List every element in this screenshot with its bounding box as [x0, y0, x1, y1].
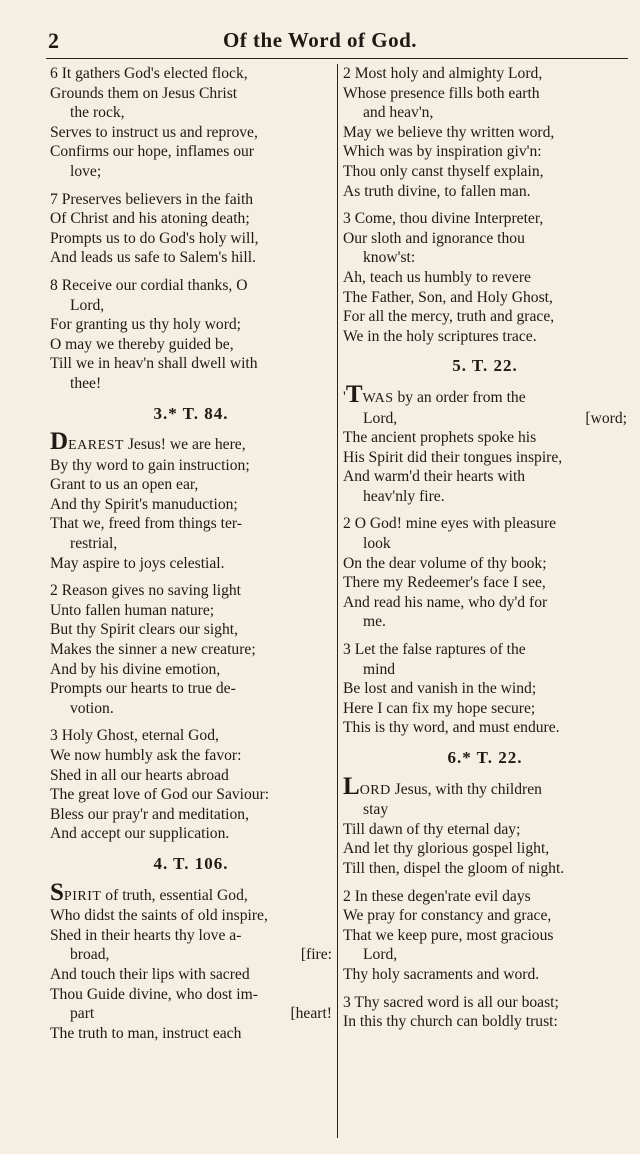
- verse: [50, 276, 332, 394]
- verse-line: 3 Holy Ghost, eternal God,: [50, 727, 219, 745]
- verse: [343, 380, 627, 507]
- verse-line: And let thy glorious gospel light,: [343, 840, 550, 858]
- verse-line: Unto fallen human nature;: [50, 601, 215, 619]
- verse-line: Till we in heav'n shall dwell with: [50, 355, 258, 373]
- right-column: [343, 64, 627, 1040]
- verse-line: We pray for constancy and grace,: [343, 907, 552, 925]
- verse-line: Bless our pray'r and meditation,: [50, 805, 249, 823]
- small-caps: WAS: [362, 390, 394, 406]
- hymn-heading: 3.* T. 84.: [153, 403, 229, 423]
- verse: [50, 64, 332, 182]
- verse-line: heav'nly fire.: [363, 487, 445, 505]
- verse-line: Whose presence fills both earth: [343, 84, 540, 102]
- column-divider: [337, 64, 338, 1138]
- verse-line: 3 Let the false raptures of the: [343, 641, 526, 659]
- verse-line: know'st:: [363, 249, 416, 267]
- hymn-heading: 5. T. 22.: [452, 356, 518, 376]
- verse-line: And accept our supplication.: [50, 825, 230, 843]
- verse-line: [343, 380, 627, 409]
- hymn-heading: 6.* T. 22.: [447, 748, 523, 767]
- verse-line: Till dawn of thy eternal day;: [343, 820, 521, 838]
- verse-line: Shed in all our hearts abroad: [50, 766, 229, 784]
- line-text: part: [70, 1005, 95, 1023]
- verse-line: In this thy church can boldly trust:: [343, 1013, 558, 1031]
- verse-line: As truth divine, to fallen man.: [343, 182, 531, 200]
- verse-line: That we keep pure, most gracious: [343, 926, 554, 944]
- turnover: [fire:: [300, 946, 332, 964]
- left-column: [50, 64, 332, 1051]
- verse-line: [50, 428, 332, 456]
- verse-line: the rock,: [70, 104, 125, 122]
- first-line-text: Jesus, with thy children: [390, 780, 542, 798]
- verse-line: 3 Come, thou divine Interpreter,: [343, 210, 544, 228]
- first-line-text: by an order from the: [393, 388, 526, 406]
- verse-line: The ancient prophets spoke his: [343, 429, 537, 447]
- drop-cap: D: [50, 428, 69, 456]
- verse-line: This is thy word, and must endure.: [343, 719, 560, 737]
- verse-line: 8 Receive our cordial thanks, O: [50, 276, 248, 294]
- verse-line: Prompts us to do God's holy will,: [50, 229, 259, 247]
- verse-line: Thy holy sacraments and word.: [343, 965, 540, 983]
- verse-line: Till then, dispel the gloom of night.: [343, 859, 565, 877]
- verse-line: thee!: [70, 374, 102, 392]
- verse-line: 3 Thy sacred word is all our boast;: [343, 993, 559, 1011]
- verse-line: We in the holy scriptures trace.: [343, 327, 537, 345]
- verse-line: restrial,: [70, 535, 118, 553]
- verse-line: But thy Spirit clears our sight,: [50, 621, 238, 639]
- verse-line: O may we thereby guided be,: [50, 335, 234, 353]
- verse: [343, 993, 627, 1032]
- verse-line: [50, 878, 332, 907]
- line-text: broad,: [70, 946, 110, 964]
- verse-line: Lord,: [70, 296, 105, 314]
- verse-line: The Father, Son, and Holy Ghost,: [343, 288, 553, 306]
- verse-line: stay: [363, 801, 389, 819]
- verse-line: Serves to instruct us and reprove,: [50, 123, 258, 141]
- verse-line: [343, 409, 627, 429]
- drop-cap: T: [345, 380, 363, 408]
- verse-line: That we, freed from things ter-: [50, 515, 242, 533]
- verse-line: Makes the sinner a new creature;: [50, 641, 256, 659]
- verse-line: Confirms our hope, inflames our: [50, 143, 254, 161]
- page-number: 2: [48, 28, 59, 53]
- verse-line: And by his divine emotion,: [50, 660, 221, 678]
- verse: [343, 772, 627, 879]
- verse-line: Our sloth and ignorance thou: [343, 229, 525, 247]
- small-caps: EAREST: [68, 438, 124, 454]
- verse: [50, 190, 332, 268]
- verse-line: And leads us safe to Salem's hill.: [50, 249, 256, 267]
- verse-line: Thou Guide divine, who dost im-: [50, 985, 258, 1003]
- verse-line: [50, 945, 332, 965]
- verse-line: look: [363, 535, 391, 553]
- verse-line: 6 It gathers God's elected flock,: [50, 65, 248, 82]
- verse-line: The truth to man, instruct each: [50, 1024, 242, 1042]
- verse-line: The great love of God our Saviour:: [50, 786, 270, 804]
- small-caps: ORD: [359, 782, 391, 798]
- verse: [50, 428, 332, 573]
- hymn-heading: 4. T. 106.: [153, 853, 229, 873]
- verse-line: May we believe thy written word,: [343, 123, 555, 141]
- verse: [50, 878, 332, 1044]
- verse-line: Which was by inspiration giv'n:: [343, 143, 542, 161]
- line-text: Lord,: [363, 409, 398, 427]
- verse-line: and heav'n,: [363, 104, 434, 122]
- turnover: [word;: [585, 409, 627, 427]
- verse: [343, 514, 627, 632]
- verse-line: mind: [363, 660, 396, 678]
- verse-line: We now humbly ask the favor:: [50, 747, 242, 764]
- drop-cap: L: [343, 772, 360, 800]
- verse: [343, 887, 627, 985]
- verse-line: Who didst the saints of old inspire,: [50, 907, 268, 925]
- verse-line: me.: [363, 613, 386, 631]
- verse-line: Ah, teach us humbly to revere: [343, 268, 531, 286]
- running-title: Of the Word of God.: [222, 28, 418, 52]
- verse-line: And read his name, who dy'd for: [343, 593, 548, 611]
- verse-line: For granting us thy holy word;: [50, 316, 242, 334]
- verse-line: Prompts our hearts to true de-: [50, 680, 236, 698]
- verse-line: Grant to us an open ear,: [50, 476, 199, 494]
- verse-line: Be lost and vanish in the wind;: [343, 680, 537, 698]
- verse-line: His Spirit did their tongues inspire,: [343, 448, 563, 466]
- header-rule: [46, 58, 628, 59]
- verse-line: And warm'd their hearts with: [343, 468, 526, 486]
- verse-line: On the dear volume of thy book;: [343, 554, 547, 572]
- verse-line: votion.: [70, 699, 114, 717]
- apostrophe: ': [343, 388, 346, 406]
- verse-line: love;: [70, 162, 102, 180]
- first-line-text: of truth, essential God,: [101, 886, 248, 904]
- verse: [343, 64, 627, 201]
- verse-line: For all the mercy, truth and grace,: [343, 308, 555, 326]
- verse: [50, 581, 332, 718]
- verse-line: And thy Spirit's manuduction;: [50, 495, 238, 513]
- verse-line: 2 O God! mine eyes with pleasure: [343, 515, 557, 533]
- verse-line: May aspire to joys celestial.: [50, 554, 225, 572]
- verse-line: Thou only canst thyself explain,: [343, 162, 544, 180]
- verse-line: Of Christ and his atoning death;: [50, 210, 250, 228]
- first-line-text: Jesus! we are here,: [123, 436, 246, 454]
- verse-line: There my Redeemer's face I see,: [343, 574, 546, 592]
- verse-line: Lord,: [363, 946, 398, 964]
- verse-line: 2 In these degen'rate evil days: [343, 887, 531, 905]
- verse-line: 7 Preserves believers in the faith: [50, 190, 254, 208]
- verse: [50, 726, 332, 844]
- verse-line: Shed in their hearts thy love a-: [50, 926, 242, 944]
- verse-line: By thy word to gain instruction;: [50, 456, 250, 474]
- turnover: [heart!: [290, 1005, 332, 1023]
- verse-line: 2 Most holy and almighty Lord,: [343, 65, 543, 82]
- verse-line: Here I can fix my hope secure;: [343, 699, 536, 717]
- verse-line: And touch their lips with sacred: [50, 965, 250, 983]
- verse-line: [343, 772, 627, 801]
- verse-line: Grounds them on Jesus Christ: [50, 84, 238, 102]
- verse: [343, 640, 627, 738]
- verse-line: [50, 1004, 332, 1024]
- verse-line: 2 Reason gives no saving light: [50, 582, 242, 600]
- verse: [343, 209, 627, 346]
- drop-cap: S: [50, 878, 64, 906]
- small-caps: PIRIT: [63, 888, 102, 904]
